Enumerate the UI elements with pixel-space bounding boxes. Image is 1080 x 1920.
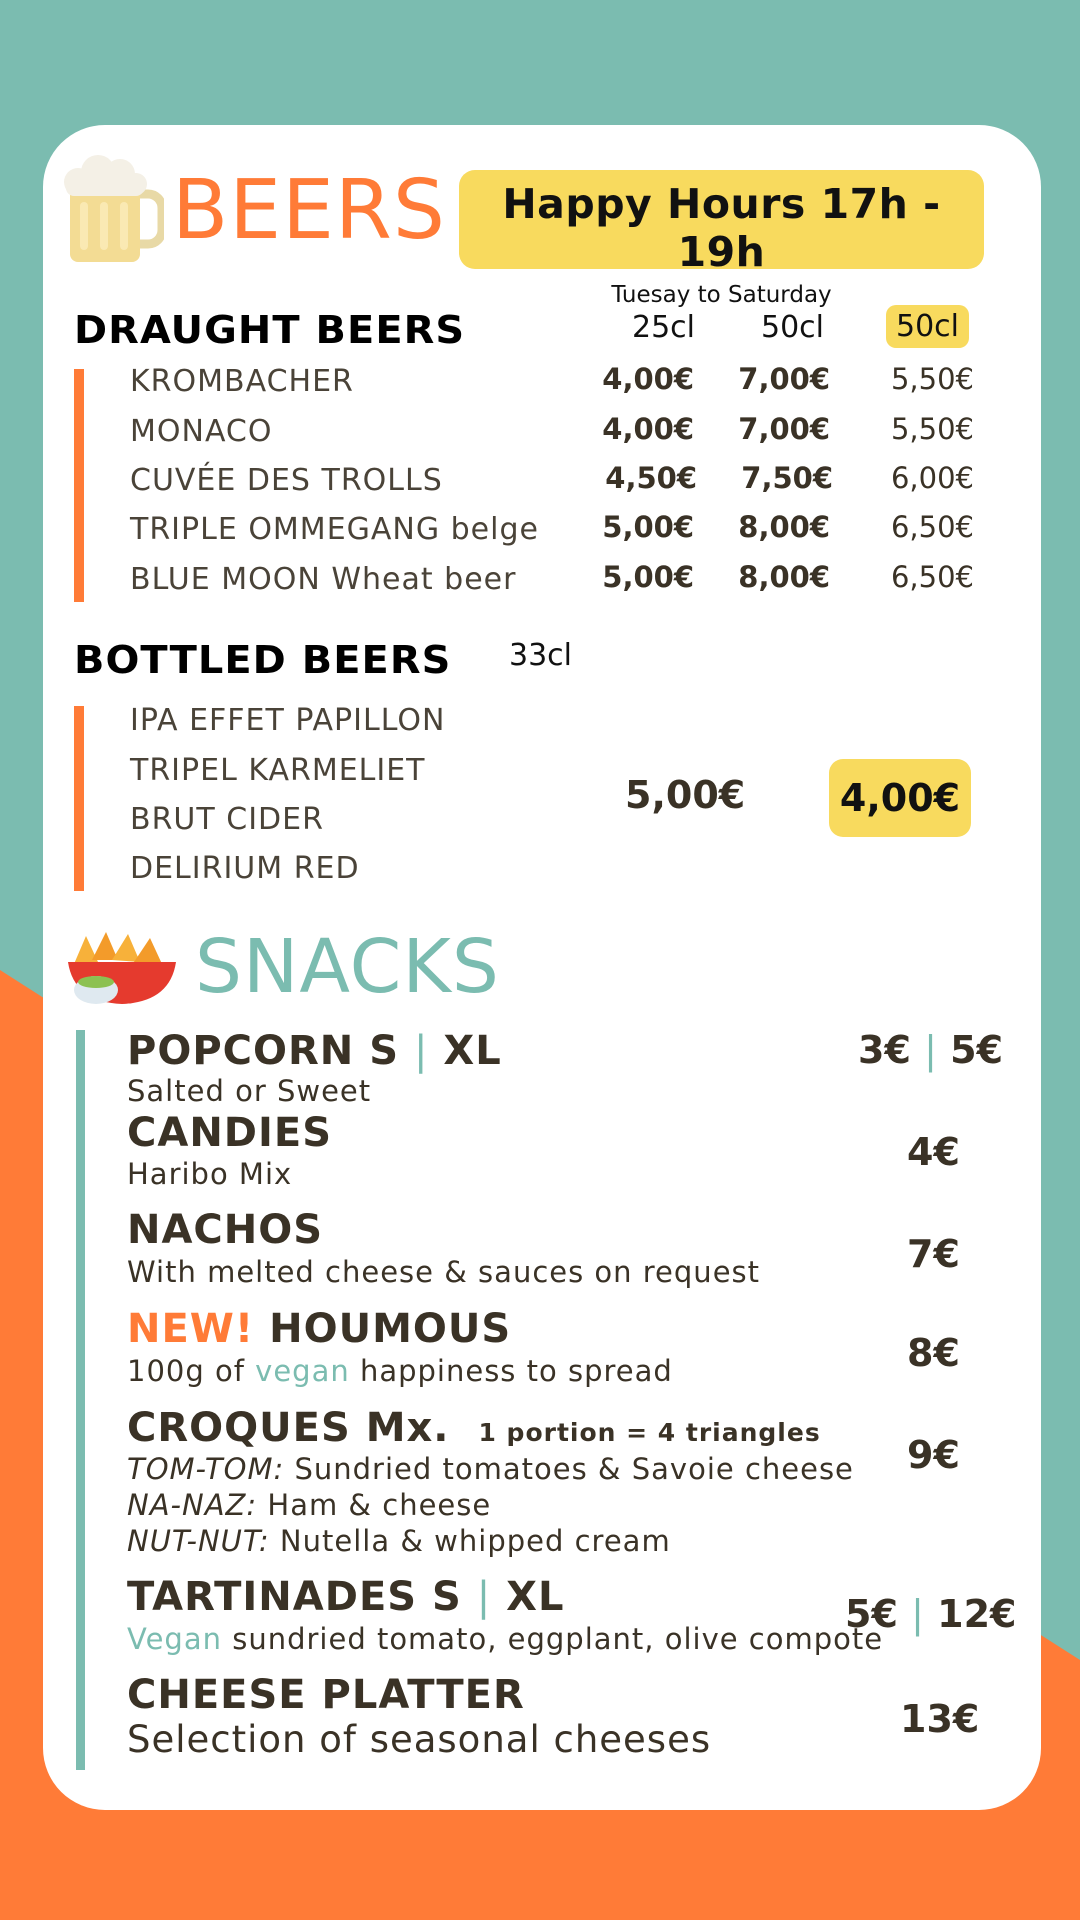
draught-price-happy-hour: 5,50€ [890,412,974,446]
snacks-accent-bar [76,1030,85,1770]
houmous-desc-a: 100g of [127,1354,256,1388]
draught-item-name: CUVÉE DES TROLLS [130,463,443,498]
houmous-desc-vegan: vegan [255,1354,350,1388]
happy-hours-subtitle: Tuesay to Saturday [611,282,832,308]
draught-price-50cl: 7,50€ [741,461,833,495]
houmous-desc-b: happiness to spread [349,1354,673,1388]
popcorn-size-s: POPCORN S [127,1028,400,1074]
bottled-price: 5,00€ [625,773,746,817]
draught-price-25cl: 5,00€ [602,560,694,594]
popcorn-size-xl: XL [443,1028,502,1074]
bottled-item-name: IPA EFFET PAPILLON [130,703,446,738]
snacks-title: SNACKS [195,924,500,1010]
candies-desc: Haribo Mix [127,1157,293,1191]
popcorn-separator: | [413,1028,429,1074]
tartinades-price [845,1592,1017,1636]
draught-price-50cl: 7,00€ [738,362,830,396]
croques-price: 9€ [907,1433,960,1477]
cheese-platter-name: CHEESE PLATTER [127,1672,525,1718]
happy-hours-banner [459,170,984,308]
cheese-platter-price: 13€ [900,1697,980,1741]
tartinades-size-s: TARTINADES S [127,1574,462,1620]
draught-price-25cl: 5,00€ [602,510,694,544]
draught-price-25cl: 4,00€ [602,362,694,396]
bottled-accent-bar [74,706,84,891]
draught-item-name: MONACO [130,414,273,449]
draught-beers-title: DRAUGHT BEERS [74,308,466,352]
tartinades-size-xl: XL [506,1574,565,1620]
popcorn-price-s: 3€ [858,1028,911,1072]
popcorn-desc: Salted or Sweet [127,1074,372,1108]
croques-name [127,1405,821,1451]
draught-price-25cl: 4,50€ [605,461,697,495]
nachos-bowl-icon [66,930,178,1008]
draught-price-happy-hour: 6,50€ [890,510,974,544]
tartinades-desc-text: sundried tomato, eggplant, olive compote [222,1622,884,1656]
tartinades-separator: | [476,1574,492,1620]
popcorn-name [127,1028,502,1074]
houmous-desc [127,1354,673,1388]
croques-line-label: NUT-NUT: [127,1524,270,1558]
draught-price-25cl: 4,00€ [602,412,694,446]
croques-line-label: TOM-TOM: [127,1452,285,1486]
bottled-item-name: DELIRIUM RED [130,851,360,886]
col-33cl: 33cl [509,638,573,673]
col-50cl-happy-hour: 50cl [886,305,969,348]
happy-hours-title: Happy Hours 17h - 19h [502,180,941,276]
draught-price-50cl: 8,00€ [738,560,830,594]
popcorn-price-separator: | [924,1028,937,1072]
col-25cl: 25cl [632,310,696,345]
tartinades-price-xl: 12€ [937,1592,1017,1636]
tartinades-desc [127,1622,883,1656]
croques-line-text: Nutella & whipped cream [269,1524,671,1558]
croques-label: CROQUES Mx. [127,1405,450,1451]
new-badge: NEW! [127,1306,255,1352]
col-50cl: 50cl [761,310,825,345]
croques-line-text: Sundried tomatoes & Savoie cheese [284,1452,854,1486]
beers-title: BEERS [172,163,446,258]
draught-item-name: BLUE MOON Wheat beer [130,562,517,597]
draught-price-50cl: 7,00€ [738,412,830,446]
bottled-item-name: BRUT CIDER [130,802,324,837]
nachos-price: 7€ [907,1232,960,1276]
houmous-price: 8€ [907,1331,960,1375]
popcorn-price [858,1028,1003,1072]
candies-price: 4€ [907,1130,960,1174]
tartinades-name [127,1574,565,1620]
tartinades-price-s: 5€ [845,1592,898,1636]
houmous-name [127,1306,511,1352]
tartinades-desc-vegan: Vegan [127,1622,222,1656]
beer-mug-icon [60,152,164,264]
nachos-name: NACHOS [127,1207,324,1253]
bottled-item-name: TRIPEL KARMELIET [130,753,426,788]
croques-line-label: NA-NAZ: [127,1488,258,1522]
bottled-beers-title: BOTTLED BEERS [74,638,452,682]
houmous-label: HOUMOUS [269,1306,512,1352]
croques-line [127,1488,491,1522]
croques-note: 1 portion = 4 triangles [478,1418,821,1447]
draught-item-name: TRIPLE OMMEGANG belge [130,512,539,547]
croques-line [127,1524,671,1558]
draught-price-happy-hour: 5,50€ [890,362,974,396]
candies-name: CANDIES [127,1110,333,1156]
draught-price-50cl: 8,00€ [738,510,830,544]
croques-line [127,1452,854,1486]
croques-line-text: Ham & cheese [257,1488,492,1522]
draught-price-happy-hour: 6,00€ [890,461,974,495]
draught-accent-bar [74,369,84,602]
popcorn-price-xl: 5€ [950,1028,1004,1072]
draught-item-name: KROMBACHER [130,364,354,399]
nachos-desc: With melted cheese & sauces on request [127,1255,761,1289]
draught-price-happy-hour: 6,50€ [890,560,974,594]
tartinades-price-separator: | [911,1592,924,1636]
bottled-happy-hour-price: 4,00€ [829,759,971,837]
cheese-platter-desc: Selection of seasonal cheeses [127,1718,712,1761]
